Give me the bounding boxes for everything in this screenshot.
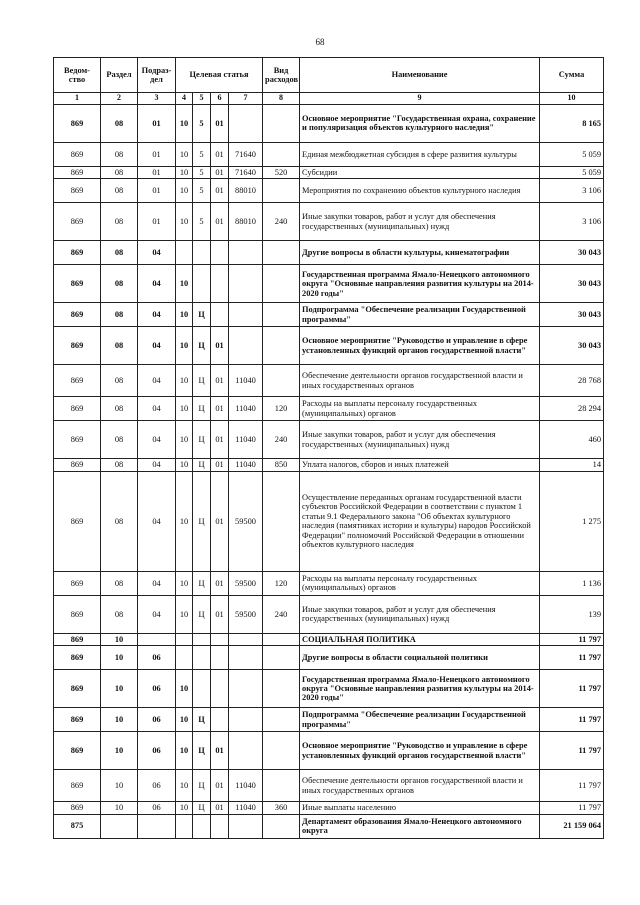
cell-subsection: 01: [138, 203, 176, 241]
cell-main-activity: 01: [211, 471, 229, 571]
cell-section: 08: [101, 241, 138, 265]
budget-table: [53, 57, 604, 839]
header-expense-type: Вид расходов: [263, 58, 300, 93]
cell-department: 869: [54, 595, 101, 633]
cell-program: 10: [176, 459, 193, 471]
cell-department: 869: [54, 397, 101, 421]
cell-section: 08: [101, 265, 138, 303]
cell-direction: 11040: [229, 770, 263, 802]
cell-main-activity: 01: [211, 802, 229, 814]
cell-main-activity: 01: [211, 166, 229, 178]
cell-subsection: 04: [138, 265, 176, 303]
page-number: 68: [315, 37, 325, 47]
cell-program: 10: [176, 571, 193, 595]
table-body: [54, 104, 604, 838]
cell-program: [176, 633, 193, 645]
cell-name: Иные выплаты населению: [300, 802, 540, 814]
cell-subsection: 01: [138, 142, 176, 166]
cell-expense-type: [263, 732, 300, 770]
cell-name: Другие вопросы в области культуры, кинематографии: [300, 241, 540, 265]
cell-subsection: 06: [138, 732, 176, 770]
cell-main-activity: 01: [211, 142, 229, 166]
cell-direction: 11040: [229, 802, 263, 814]
cell-direction: [229, 708, 263, 732]
cell-name: Единая межбюджетная субсидия в сфере развития культуры: [300, 142, 540, 166]
cell-main-activity: 01: [211, 421, 229, 459]
cell-name: Государственная программа Ямало-Ненецкого автономного округа "Основные направления развития культуры на 2014-2020 годы": [300, 670, 540, 708]
cell-main-activity: [211, 265, 229, 303]
table-row: [54, 265, 604, 303]
cell-name: Другие вопросы в области социальной политики: [300, 646, 540, 670]
cell-department: 869: [54, 365, 101, 397]
cell-main-activity: [211, 241, 229, 265]
table-row: [54, 571, 604, 595]
cell-subsection: 06: [138, 770, 176, 802]
cell-expense-type: [263, 708, 300, 732]
cell-direction: 11040: [229, 459, 263, 471]
table-row: [54, 814, 604, 838]
cell-section: 10: [101, 770, 138, 802]
cell-main-activity: [211, 708, 229, 732]
cell-subsection: 01: [138, 166, 176, 178]
cell-program: [176, 241, 193, 265]
cell-direction: 59500: [229, 595, 263, 633]
cell-sum: 3 106: [540, 179, 604, 203]
cell-subsection: 04: [138, 471, 176, 571]
cell-department: 869: [54, 241, 101, 265]
cell-name: Осуществление переданных органам государственной власти субъектов Российской Федерации в соответствии с пунктом 1 статьи 9.1 Федерального закона "Об объектах культурного наследия (памятниках истории и культуры) народов Российской Федерации" полномочий Российской Федерации в отношении объектов культурного наследия: [300, 471, 540, 571]
cell-direction: 59500: [229, 471, 263, 571]
cell-program: 10: [176, 802, 193, 814]
cell-sum: 28 294: [540, 397, 604, 421]
cell-department: 869: [54, 471, 101, 571]
cell-main-activity: 01: [211, 732, 229, 770]
cell-section: 08: [101, 179, 138, 203]
cell-expense-type: [263, 104, 300, 142]
cell-subprogram: Ц: [193, 802, 211, 814]
cell-name: Иные закупки товаров, работ и услуг для обеспечения государственных (муниципальных) нужд: [300, 203, 540, 241]
table-row: [54, 595, 604, 633]
cell-name: Субсидии: [300, 166, 540, 178]
cell-department: 869: [54, 327, 101, 365]
cell-subsection: 04: [138, 421, 176, 459]
header-target-article: Целевая статья: [176, 58, 263, 93]
column-number-row: [54, 93, 604, 105]
table-row: [54, 104, 604, 142]
cell-main-activity: 01: [211, 104, 229, 142]
header-section: Раздел: [101, 58, 138, 93]
cell-section: 08: [101, 595, 138, 633]
cell-department: 869: [54, 203, 101, 241]
cell-program: 10: [176, 203, 193, 241]
cell-subsection: 06: [138, 670, 176, 708]
cell-department: 869: [54, 142, 101, 166]
cell-section: 08: [101, 142, 138, 166]
cell-subprogram: Ц: [193, 471, 211, 571]
cell-main-activity: [211, 303, 229, 327]
cell-subprogram: Ц: [193, 595, 211, 633]
cell-sum: 11 797: [540, 633, 604, 645]
cell-program: 10: [176, 265, 193, 303]
cell-direction: [229, 646, 263, 670]
cell-expense-type: 240: [263, 421, 300, 459]
cell-program: 10: [176, 670, 193, 708]
cell-subprogram: Ц: [193, 459, 211, 471]
cell-sum: 8 165: [540, 104, 604, 142]
cell-subsection: 01: [138, 104, 176, 142]
cell-name: СОЦИАЛЬНАЯ ПОЛИТИКА: [300, 633, 540, 645]
cell-sum: 21 159 064: [540, 814, 604, 838]
cell-sum: 14: [540, 459, 604, 471]
cell-direction: 71640: [229, 166, 263, 178]
cell-name: Расходы на выплаты персоналу государственных (муниципальных) органов: [300, 397, 540, 421]
cell-sum: 30 043: [540, 241, 604, 265]
cell-department: 869: [54, 265, 101, 303]
cell-subprogram: Ц: [193, 770, 211, 802]
cell-sum: 11 797: [540, 646, 604, 670]
cell-subsection: 04: [138, 241, 176, 265]
cell-sum: 1 136: [540, 571, 604, 595]
cell-expense-type: [263, 670, 300, 708]
table-row: [54, 670, 604, 708]
table-row: [54, 471, 604, 571]
cell-department: 869: [54, 459, 101, 471]
cell-department: 869: [54, 633, 101, 645]
table-row: [54, 708, 604, 732]
cell-direction: [229, 633, 263, 645]
cell-section: 08: [101, 303, 138, 327]
cell-section: 10: [101, 732, 138, 770]
cell-department: 869: [54, 571, 101, 595]
cell-subprogram: 5: [193, 179, 211, 203]
cell-department: 869: [54, 646, 101, 670]
cell-subprogram: 5: [193, 104, 211, 142]
cell-program: 10: [176, 166, 193, 178]
cell-direction: [229, 814, 263, 838]
cell-expense-type: 120: [263, 397, 300, 421]
cell-direction: 11040: [229, 397, 263, 421]
cell-main-activity: 01: [211, 179, 229, 203]
table-row: [54, 179, 604, 203]
table-row: [54, 802, 604, 814]
cell-department: 869: [54, 166, 101, 178]
cell-subprogram: [193, 646, 211, 670]
cell-main-activity: [211, 646, 229, 670]
cell-name: Подпрограмма "Обеспечение реализации Государственной программы": [300, 303, 540, 327]
table-row: [54, 421, 604, 459]
cell-program: [176, 814, 193, 838]
cell-subsection: 04: [138, 459, 176, 471]
cell-program: 10: [176, 365, 193, 397]
cell-name: Иные закупки товаров, работ и услуг для обеспечения государственных (муниципальных) нужд: [300, 595, 540, 633]
cell-subsection: [138, 633, 176, 645]
col-number: 6: [211, 93, 229, 105]
cell-department: 869: [54, 421, 101, 459]
cell-section: 10: [101, 802, 138, 814]
cell-section: 10: [101, 670, 138, 708]
cell-sum: 1 275: [540, 471, 604, 571]
cell-sum: 11 797: [540, 802, 604, 814]
cell-sum: 28 768: [540, 365, 604, 397]
cell-subprogram: [193, 265, 211, 303]
cell-expense-type: [263, 265, 300, 303]
cell-section: 08: [101, 203, 138, 241]
cell-name: Подпрограмма "Обеспечение реализации Государственной программы": [300, 708, 540, 732]
cell-subsection: 01: [138, 179, 176, 203]
cell-expense-type: [263, 303, 300, 327]
cell-expense-type: [263, 633, 300, 645]
cell-department: 869: [54, 104, 101, 142]
cell-main-activity: 01: [211, 327, 229, 365]
cell-section: 08: [101, 421, 138, 459]
cell-expense-type: 360: [263, 802, 300, 814]
cell-main-activity: [211, 633, 229, 645]
cell-section: 08: [101, 104, 138, 142]
table-row: [54, 365, 604, 397]
cell-subprogram: 5: [193, 142, 211, 166]
cell-section: 08: [101, 571, 138, 595]
cell-department: 869: [54, 770, 101, 802]
cell-main-activity: 01: [211, 595, 229, 633]
header-subsection: Подраз-дел: [138, 58, 176, 93]
cell-direction: [229, 303, 263, 327]
cell-subsection: 04: [138, 327, 176, 365]
cell-name: Обеспечение деятельности органов государственной власти и иных государственных органов: [300, 365, 540, 397]
cell-program: 10: [176, 397, 193, 421]
cell-direction: [229, 104, 263, 142]
table-row: [54, 166, 604, 178]
cell-direction: 71640: [229, 142, 263, 166]
cell-subprogram: [193, 670, 211, 708]
cell-expense-type: 120: [263, 571, 300, 595]
cell-department: 869: [54, 670, 101, 708]
table-row: [54, 142, 604, 166]
col-number: 9: [300, 93, 540, 105]
cell-subsection: 04: [138, 595, 176, 633]
cell-sum: 11 797: [540, 670, 604, 708]
cell-sum: 30 043: [540, 327, 604, 365]
col-number: 1: [54, 93, 101, 105]
cell-sum: 30 043: [540, 303, 604, 327]
cell-direction: 88010: [229, 179, 263, 203]
table-row: [54, 203, 604, 241]
table-row: [54, 327, 604, 365]
cell-name: Департамент образования Ямало-Ненецкого автономного округа: [300, 814, 540, 838]
cell-section: 08: [101, 327, 138, 365]
cell-subprogram: Ц: [193, 303, 211, 327]
cell-sum: 5 059: [540, 142, 604, 166]
cell-section: 08: [101, 459, 138, 471]
cell-program: 10: [176, 104, 193, 142]
cell-section: 08: [101, 365, 138, 397]
cell-direction: 11040: [229, 365, 263, 397]
cell-subprogram: [193, 814, 211, 838]
cell-subsection: 06: [138, 708, 176, 732]
table-row: [54, 646, 604, 670]
cell-main-activity: 01: [211, 770, 229, 802]
table-row: [54, 459, 604, 471]
cell-department: 875: [54, 814, 101, 838]
cell-direction: [229, 670, 263, 708]
cell-sum: 11 797: [540, 732, 604, 770]
cell-program: 10: [176, 595, 193, 633]
cell-main-activity: 01: [211, 459, 229, 471]
cell-subsection: 06: [138, 802, 176, 814]
cell-main-activity: 01: [211, 365, 229, 397]
cell-department: 869: [54, 303, 101, 327]
cell-subprogram: [193, 633, 211, 645]
cell-program: 10: [176, 471, 193, 571]
cell-section: 10: [101, 633, 138, 645]
cell-expense-type: 240: [263, 203, 300, 241]
table-row: [54, 241, 604, 265]
cell-program: [176, 646, 193, 670]
cell-subprogram: Ц: [193, 708, 211, 732]
cell-main-activity: [211, 670, 229, 708]
cell-main-activity: 01: [211, 571, 229, 595]
cell-name: Иные закупки товаров, работ и услуг для обеспечения государственных (муниципальных) нужд: [300, 421, 540, 459]
table-row: [54, 303, 604, 327]
cell-sum: 3 106: [540, 203, 604, 241]
col-number: 2: [101, 93, 138, 105]
cell-subsection: 04: [138, 365, 176, 397]
cell-subprogram: Ц: [193, 571, 211, 595]
cell-sum: 11 797: [540, 770, 604, 802]
cell-sum: 139: [540, 595, 604, 633]
cell-sum: 5 059: [540, 166, 604, 178]
cell-section: 10: [101, 708, 138, 732]
cell-expense-type: [263, 142, 300, 166]
cell-direction: [229, 327, 263, 365]
cell-expense-type: [263, 241, 300, 265]
cell-program: 10: [176, 327, 193, 365]
cell-expense-type: [263, 471, 300, 571]
header-row: [54, 58, 604, 93]
cell-direction: 88010: [229, 203, 263, 241]
cell-subsection: 06: [138, 646, 176, 670]
cell-subprogram: Ц: [193, 732, 211, 770]
cell-expense-type: [263, 770, 300, 802]
cell-expense-type: 520: [263, 166, 300, 178]
cell-main-activity: 01: [211, 397, 229, 421]
cell-subprogram: Ц: [193, 327, 211, 365]
cell-expense-type: [263, 646, 300, 670]
cell-name: Уплата налогов, сборов и иных платежей: [300, 459, 540, 471]
cell-name: Расходы на выплаты персоналу государственных (муниципальных) органов: [300, 571, 540, 595]
header-name: Наименование: [300, 58, 540, 93]
cell-subsection: [138, 814, 176, 838]
cell-expense-type: [263, 814, 300, 838]
cell-subprogram: Ц: [193, 365, 211, 397]
cell-section: 08: [101, 471, 138, 571]
cell-subsection: 04: [138, 303, 176, 327]
cell-sum: 460: [540, 421, 604, 459]
cell-subsection: 04: [138, 397, 176, 421]
cell-name: Государственная программа Ямало-Ненецкого автономного округа "Основные направления развития культуры на 2014-2020 годы": [300, 265, 540, 303]
cell-department: 869: [54, 732, 101, 770]
cell-direction: [229, 241, 263, 265]
cell-expense-type: [263, 179, 300, 203]
cell-name: Основное мероприятие "Руководство и управление в сфере установленных функций органов государственной власти": [300, 732, 540, 770]
col-number: 7: [229, 93, 263, 105]
cell-subprogram: Ц: [193, 397, 211, 421]
cell-name: Обеспечение деятельности органов государственной власти и иных государственных органов: [300, 770, 540, 802]
cell-main-activity: 01: [211, 203, 229, 241]
cell-direction: [229, 732, 263, 770]
cell-subprogram: 5: [193, 203, 211, 241]
cell-program: 10: [176, 770, 193, 802]
cell-subsection: 04: [138, 571, 176, 595]
cell-sum: 30 043: [540, 265, 604, 303]
header-department: Ведом-ство: [54, 58, 101, 93]
cell-name: Мероприятия по сохранению объектов культурного наследия: [300, 179, 540, 203]
table-row: [54, 633, 604, 645]
col-number: 4: [176, 93, 193, 105]
cell-section: 08: [101, 397, 138, 421]
cell-direction: 59500: [229, 571, 263, 595]
cell-section: [101, 814, 138, 838]
cell-direction: 11040: [229, 421, 263, 459]
col-number: 10: [540, 93, 604, 105]
cell-program: 10: [176, 303, 193, 327]
cell-expense-type: [263, 365, 300, 397]
table-row: [54, 397, 604, 421]
col-number: 3: [138, 93, 176, 105]
cell-subprogram: Ц: [193, 421, 211, 459]
cell-expense-type: 240: [263, 595, 300, 633]
cell-program: 10: [176, 732, 193, 770]
cell-department: 869: [54, 802, 101, 814]
cell-program: 10: [176, 421, 193, 459]
cell-expense-type: [263, 327, 300, 365]
col-number: 5: [193, 93, 211, 105]
cell-department: 869: [54, 708, 101, 732]
cell-subprogram: 5: [193, 166, 211, 178]
table-row: [54, 732, 604, 770]
cell-section: 08: [101, 166, 138, 178]
cell-program: 10: [176, 179, 193, 203]
cell-sum: 11 797: [540, 708, 604, 732]
cell-name: Основное мероприятие "Руководство и управление в сфере установленных функций органов государственной власти": [300, 327, 540, 365]
cell-program: 10: [176, 708, 193, 732]
cell-section: 10: [101, 646, 138, 670]
cell-main-activity: [211, 814, 229, 838]
table-row: [54, 770, 604, 802]
cell-department: 869: [54, 179, 101, 203]
cell-direction: [229, 265, 263, 303]
cell-expense-type: 850: [263, 459, 300, 471]
header-sum: Сумма: [540, 58, 604, 93]
col-number: 8: [263, 93, 300, 105]
cell-name: Основное мероприятие "Государственная охрана, сохранение и популяризация объектов культурного наследия": [300, 104, 540, 142]
cell-subprogram: [193, 241, 211, 265]
cell-program: 10: [176, 142, 193, 166]
